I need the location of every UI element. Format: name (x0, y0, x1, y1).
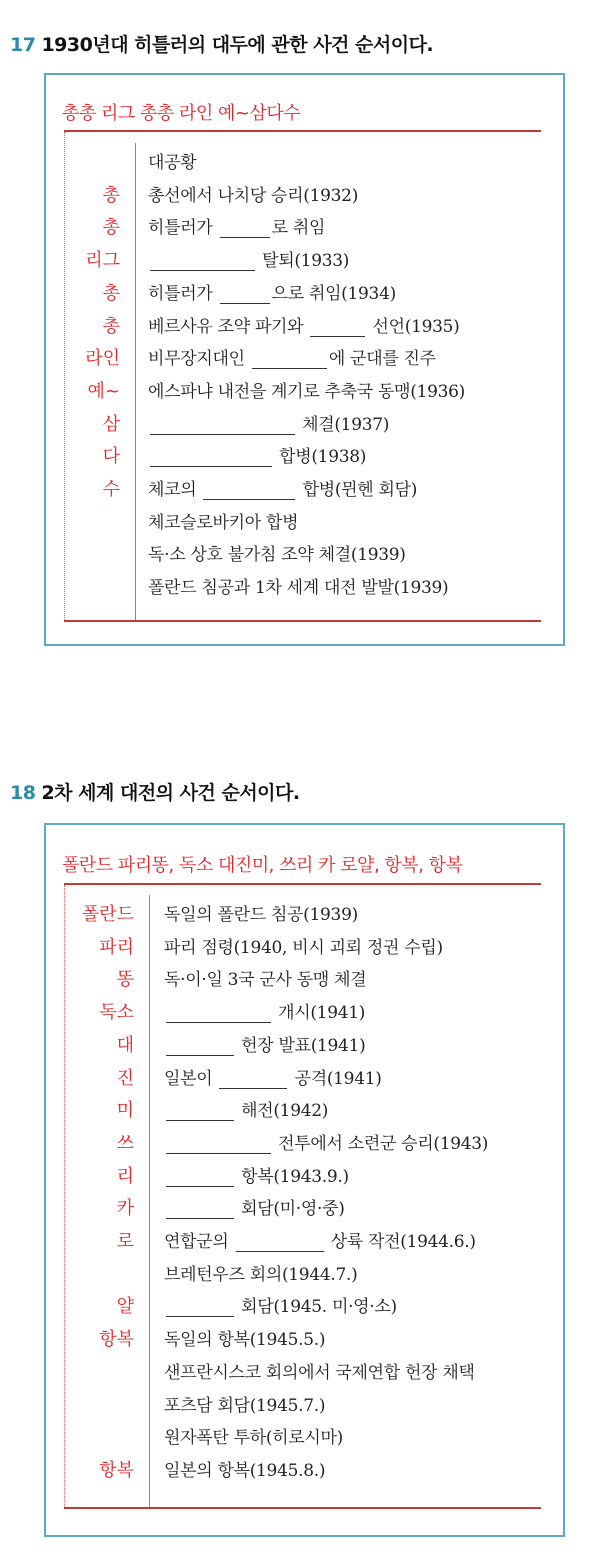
mnemonic-syllable: 수 (102, 479, 120, 500)
event-text (164, 1226, 476, 1259)
answer-blank (166, 1100, 234, 1121)
answer-blank (252, 348, 327, 369)
event-text-part: 독·이·일 3국 군사 동맹 체결 (164, 970, 367, 991)
event-row (46, 539, 563, 572)
event-text-part: 일본이 (164, 1068, 218, 1089)
event-row (46, 507, 563, 540)
event-text-part: 개시(1941) (273, 1003, 366, 1024)
bottom-divider (64, 620, 541, 622)
event-text-part: 베르사유 조약 파기와 (148, 316, 309, 337)
answer-blank (166, 1002, 271, 1023)
mnemonic-syllable: 항복 (99, 1459, 134, 1481)
event-text-part: 로 취임 (271, 218, 326, 239)
event-row (46, 899, 563, 932)
event-text (148, 278, 396, 311)
event-row (46, 441, 563, 474)
event-row (46, 212, 563, 245)
event-text-part: 상륙 작전(1944.6.) (325, 1232, 476, 1252)
event-text-part: 연합군의 (164, 1232, 234, 1252)
event-text (148, 539, 406, 572)
event-row (46, 1259, 563, 1292)
event-text (148, 376, 465, 409)
event-row (46, 409, 563, 442)
event-row (46, 1128, 563, 1161)
event-text (148, 147, 196, 180)
event-row (46, 474, 563, 507)
event-text-part: 탈퇴(1933) (257, 251, 350, 272)
event-text-part: 히틀러가 (148, 218, 218, 239)
event-text (164, 1324, 325, 1357)
event-text (148, 311, 460, 344)
mnemonic-syllable: 총 (102, 184, 120, 206)
mnemonic-syllable: 독소 (99, 1002, 134, 1024)
mnemonic-syllable: 미 (116, 1100, 134, 1122)
event-text (164, 1259, 357, 1292)
question-number: 18 (10, 782, 36, 804)
event-text (164, 899, 358, 932)
answer-blank (150, 414, 295, 435)
event-text (148, 507, 298, 540)
answer-blank (203, 479, 295, 500)
event-row (46, 572, 563, 605)
event-text (164, 1161, 349, 1194)
question-17-box (44, 73, 565, 646)
event-row (46, 932, 563, 965)
event-text-part: 총선에서 나치당 승리(1932) (148, 185, 359, 206)
event-text (164, 1291, 397, 1324)
event-text (148, 212, 325, 245)
event-row (46, 180, 563, 213)
event-row (46, 1422, 563, 1455)
event-text (164, 1095, 328, 1128)
answer-blank (220, 217, 270, 238)
event-row (46, 376, 563, 409)
event-row (46, 343, 563, 376)
event-text (164, 1193, 345, 1226)
answer-blank (310, 316, 365, 337)
answer-blank (219, 1068, 287, 1089)
answer-blank (166, 1035, 234, 1056)
answer-blank (220, 283, 270, 304)
heading-divider (64, 883, 541, 885)
event-text-part: 독·소 상호 불가침 조약 체결(1939) (148, 545, 406, 566)
answer-blank (236, 1231, 324, 1252)
event-text (148, 180, 358, 213)
event-text (148, 409, 389, 442)
event-text-part: 샌프란시스코 회의에서 국제연합 헌장 채택 (164, 1362, 475, 1383)
event-text-part: 헌장 발표(1941) (236, 1035, 366, 1056)
answer-blank (166, 1198, 234, 1219)
event-row (46, 1455, 563, 1488)
event-text-part: 파리 점령(1940, 비시 괴뢰 정권 수립) (164, 937, 443, 958)
mnemonic-syllable: 삼 (102, 413, 120, 435)
event-text-part: 에 군대를 진주 (328, 349, 436, 370)
event-row (46, 1063, 563, 1096)
event-row (46, 997, 563, 1030)
event-text (164, 964, 366, 997)
question-18-title (10, 778, 300, 805)
question-17-title (10, 30, 433, 57)
mnemonic-syllable: 카 (116, 1198, 134, 1220)
event-text-part: 회담(1945. 미·영·소) (236, 1297, 397, 1318)
event-text-part: 공격(1941) (289, 1068, 382, 1089)
event-row (46, 1226, 563, 1259)
event-row (46, 311, 563, 344)
event-text-part: 회담(미·영·중) (236, 1199, 345, 1220)
event-text-part: 브레턴우즈 회의(1944.7.) (164, 1264, 358, 1285)
event-text (164, 932, 443, 965)
event-text (148, 441, 366, 474)
event-row (46, 1357, 563, 1390)
event-text (164, 1030, 365, 1063)
event-text-part: 대공황 (148, 153, 197, 173)
event-text-part: 선언(1935) (367, 316, 460, 337)
event-text (164, 1063, 382, 1096)
event-row (46, 1095, 563, 1128)
event-text-part: 합병(뮌헨 회담) (297, 480, 418, 500)
event-text (148, 245, 349, 278)
mnemonic-syllable: 리그 (85, 250, 120, 272)
event-text-part: 독일의 폴란드 침공(1939) (164, 905, 358, 925)
event-text (148, 474, 417, 507)
event-row (46, 1324, 563, 1357)
event-text (148, 572, 448, 605)
event-text-part: 으로 취임(1934) (271, 283, 396, 304)
event-text-part: 항복(1943.9.) (236, 1166, 349, 1187)
mnemonic-syllable: 대 (116, 1034, 134, 1056)
heading-divider (64, 130, 541, 132)
event-text-part: 독일의 항복(1945.5.) (164, 1330, 326, 1351)
event-text (164, 997, 365, 1030)
answer-blank (166, 1133, 271, 1154)
mnemonic-syllable: 로 (116, 1231, 134, 1252)
answer-blank (166, 1166, 234, 1187)
mnemonic-syllable: 총 (102, 282, 120, 304)
mnemonic-syllable: 폴란드 (81, 904, 134, 925)
mnemonic-syllable: 진 (116, 1067, 134, 1089)
event-text-part: 포츠담 회담(1945.7.) (164, 1395, 326, 1416)
mnemonic-syllable: 총 (102, 217, 120, 239)
event-text (148, 343, 436, 376)
event-text-part: 에스파냐 내전을 계기로 추축국 동맹(1936) (148, 381, 465, 402)
event-text-part: 해전(1942) (236, 1101, 329, 1122)
mnemonic-heading: 총총 리그 총총 라인 예~삼다수 (62, 103, 301, 124)
question-number: 17 (10, 34, 36, 56)
answer-blank (150, 446, 272, 467)
event-text (164, 1390, 325, 1423)
event-row (46, 964, 563, 997)
event-row (46, 1193, 563, 1226)
event-row (46, 1291, 563, 1324)
event-row (46, 1030, 563, 1063)
event-text-part: 원자폭탄 투하(히로시마) (164, 1428, 343, 1449)
event-row (46, 147, 563, 180)
event-text-part: 체결(1937) (297, 414, 390, 435)
mnemonic-syllable: 리 (116, 1165, 134, 1187)
event-text-part: 비무장지대인 (148, 349, 250, 370)
question-18-box (44, 823, 565, 1537)
mnemonic-syllable: 얄 (116, 1296, 134, 1318)
bottom-divider (64, 1507, 541, 1509)
event-row (46, 1390, 563, 1423)
event-row (46, 245, 563, 278)
mnemonic-syllable: 라인 (85, 348, 120, 370)
mnemonic-syllable: 다 (102, 446, 120, 468)
event-text (164, 1357, 475, 1390)
event-text (164, 1128, 488, 1161)
event-text-part: 체코의 (148, 480, 202, 500)
mnemonic-syllable: 똥 (116, 969, 134, 991)
event-text-part: 체코슬로바키아 합병 (148, 512, 299, 533)
event-text (164, 1422, 343, 1455)
question-text: 2차 세계 대전의 사건 순서이다. (41, 782, 300, 804)
event-text-part: 폴란드 침공과 1차 세계 대전 발발(1939) (148, 578, 449, 599)
event-text (164, 1455, 325, 1488)
mnemonic-syllable: 쓰 (116, 1132, 134, 1154)
question-text: 1930년대 히틀러의 대두에 관한 사건 순서이다. (41, 34, 434, 56)
mnemonic-syllable: 총 (102, 315, 120, 337)
answer-blank (166, 1296, 234, 1317)
event-text-part: 일본의 항복(1945.8.) (164, 1460, 326, 1481)
event-text-part: 합병(1938) (274, 447, 367, 468)
event-text-part: 전투에서 소련군 승리(1943) (273, 1133, 489, 1154)
mnemonic-syllable: 예~ (87, 380, 120, 402)
answer-blank (150, 250, 255, 271)
mnemonic-syllable: 파리 (99, 936, 134, 958)
event-text-part: 히틀러가 (148, 283, 218, 304)
mnemonic-syllable: 항복 (99, 1329, 134, 1351)
event-row (46, 1161, 563, 1194)
mnemonic-heading: 폴란드 파리똥, 독소 대진미, 쓰리 카 로얄, 항복, 항복 (62, 855, 463, 876)
event-row (46, 278, 563, 311)
